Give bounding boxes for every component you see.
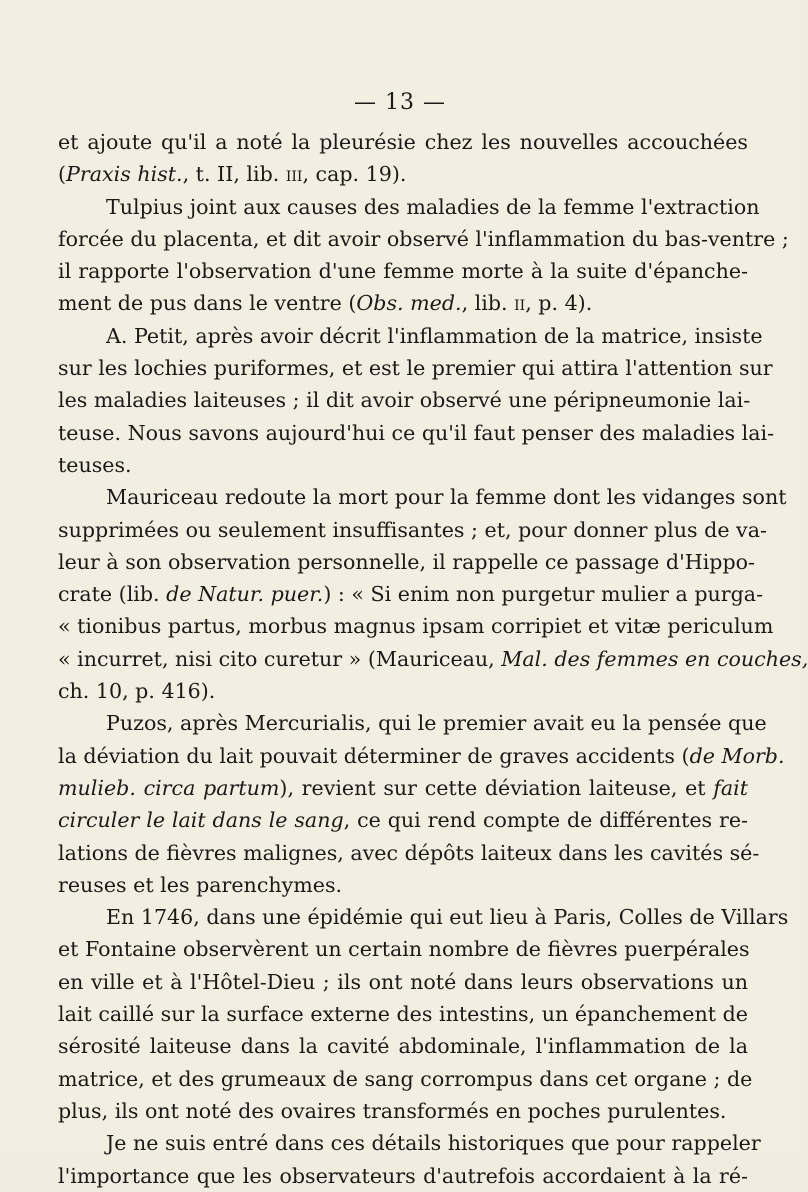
text-line <box>58 417 775 449</box>
page-number: — 13 — <box>354 90 446 115</box>
text-line <box>58 869 748 901</box>
paragraph <box>58 707 785 901</box>
text-line <box>58 255 748 287</box>
text-line <box>58 610 774 642</box>
body-text <box>58 126 808 1192</box>
italic-text: fait <box>713 775 748 800</box>
paragraph <box>58 126 748 191</box>
text-run: Tulpius joint aux causes des maladies de la femme l'extraction <box>106 194 760 219</box>
text-run: lait caillé sur la surface externe des intestins, un épanchement de <box>58 1002 748 1027</box>
text-run: , p. 4). <box>525 291 593 316</box>
text-run: sur les lochies puriformes, et est le premier qui attira l'attention sur <box>58 356 773 381</box>
text-run: , cap. 19). <box>302 162 407 187</box>
text-run: crate (lib. <box>58 582 167 607</box>
paragraph <box>58 481 808 707</box>
text-run: ) : « Si enim non purgetur mulier a purga- <box>323 582 764 607</box>
text-line <box>58 352 773 384</box>
text-line <box>58 933 748 965</box>
text-run: il rapporte l'observation d'une femme morte à la suite d'épanche- <box>58 259 748 284</box>
text-run: lations de fièvres malignes, avec dépôts laiteux dans les cavités sé- <box>58 840 760 865</box>
text-line <box>58 158 748 190</box>
text-line <box>58 1063 753 1095</box>
italic-text: de Morb. <box>689 743 785 768</box>
text-line <box>58 1095 748 1127</box>
text-line <box>58 514 767 546</box>
text-line <box>58 804 748 836</box>
text-line <box>58 966 748 998</box>
text-run: Mauriceau redoute la mort pour la femme dont les vidanges sont <box>106 485 787 510</box>
text-run: Je ne suis entré dans ces détails historiques que pour rappeler <box>106 1131 761 1156</box>
text-line <box>58 320 763 352</box>
paragraph <box>58 191 789 320</box>
text-line <box>58 1127 761 1159</box>
text-run: supprimées ou seulement insuffisantes ; et, pour donner plus de va- <box>58 517 767 542</box>
paragraph <box>58 1127 761 1192</box>
roman-numeral: ii <box>514 291 526 316</box>
text-line <box>58 546 756 578</box>
italic-text: de Natur. puer. <box>166 582 324 607</box>
text-run: teuses. <box>58 452 132 477</box>
text-run: ch. 10, p. 416). <box>58 679 216 704</box>
text-line <box>58 223 789 255</box>
roman-numeral: iii <box>285 162 303 187</box>
text-run: , lib. <box>461 291 515 316</box>
text-run: , t. II, lib. <box>182 162 286 187</box>
text-run: sérosité laiteuse dans la cavité abdominale, l'inflammation de la <box>58 1034 748 1059</box>
text-line <box>58 901 789 933</box>
text-run: les maladies laiteuses ; il dit avoir observé une péripneumonie lai- <box>58 388 751 413</box>
text-line <box>58 998 748 1030</box>
text-line <box>58 384 751 416</box>
text-run: la déviation du lait pouvait déterminer de graves accidents ( <box>58 743 690 768</box>
text-run: matrice, et des grumeaux de sang corrompus dans cet organe ; de <box>58 1066 753 1091</box>
text-run: l'importance que les observateurs d'autrefois accordaient à la ré- <box>58 1163 748 1188</box>
text-line <box>58 707 767 739</box>
text-line <box>58 578 764 610</box>
text-line <box>58 643 808 675</box>
text-run: et Fontaine observèrent un certain nombre de fièvres puerpérales <box>58 937 750 962</box>
text-line <box>58 126 748 158</box>
italic-text: mulieb. circa partum <box>58 775 280 800</box>
text-run: en ville et à l'Hôtel-Dieu ; ils ont noté dans leurs observations un <box>58 969 748 994</box>
paragraph <box>58 901 789 1127</box>
italic-text: Mal. des femmes en couches, <box>501 646 808 671</box>
paragraph <box>58 320 775 481</box>
text-run: ( <box>58 162 67 187</box>
text-run: ), revient sur cette déviation laiteuse, et <box>279 775 714 800</box>
text-line <box>58 191 760 223</box>
text-run: ment de pus dans le ventre ( <box>58 291 357 316</box>
text-line <box>58 481 787 513</box>
text-run: A. Petit, après avoir décrit l'inflammation de la matrice, insiste <box>106 323 763 348</box>
text-run: plus, ils ont noté des ovaires transformés en poches purulentes. <box>58 1098 727 1123</box>
text-run: , ce qui rend compte de différentes re- <box>343 808 748 833</box>
text-run: En 1746, dans une épidémie qui eut lieu à Paris, Colles de Villars <box>106 905 789 930</box>
text-line <box>58 837 760 869</box>
text-run: forcée du placenta, et dit avoir observé l'inflammation du bas-ventre ; <box>58 226 789 251</box>
text-line <box>58 449 748 481</box>
text-line <box>58 1030 748 1062</box>
text-run: Puzos, après Mercurialis, qui le premier avait eu la pensée que <box>106 711 767 736</box>
text-run: teuse. Nous savons aujourd'hui ce qu'il faut penser des maladies lai- <box>58 420 775 445</box>
text-run: reuses et les parenchymes. <box>58 872 343 897</box>
text-line <box>58 1160 748 1192</box>
text-run: « incurret, nisi cito curetur » (Mauriceau, <box>58 646 502 671</box>
text-line <box>58 740 785 772</box>
italic-text: Obs. med. <box>356 291 462 316</box>
text-run: et ajoute qu'il a noté la pleurésie chez les nouvelles accouchées <box>58 130 748 154</box>
text-line <box>58 287 748 319</box>
text-line <box>58 675 748 707</box>
italic-text: circuler le lait dans le sang <box>58 808 344 833</box>
text-line <box>58 772 748 804</box>
italic-text: Praxis hist. <box>66 162 183 187</box>
text-run: leur à son observation personnelle, il rappelle ce passage d'Hippo- <box>58 549 756 574</box>
text-run: « tionibus partus, morbus magnus ipsam corripiet et vitæ periculum <box>58 614 774 639</box>
